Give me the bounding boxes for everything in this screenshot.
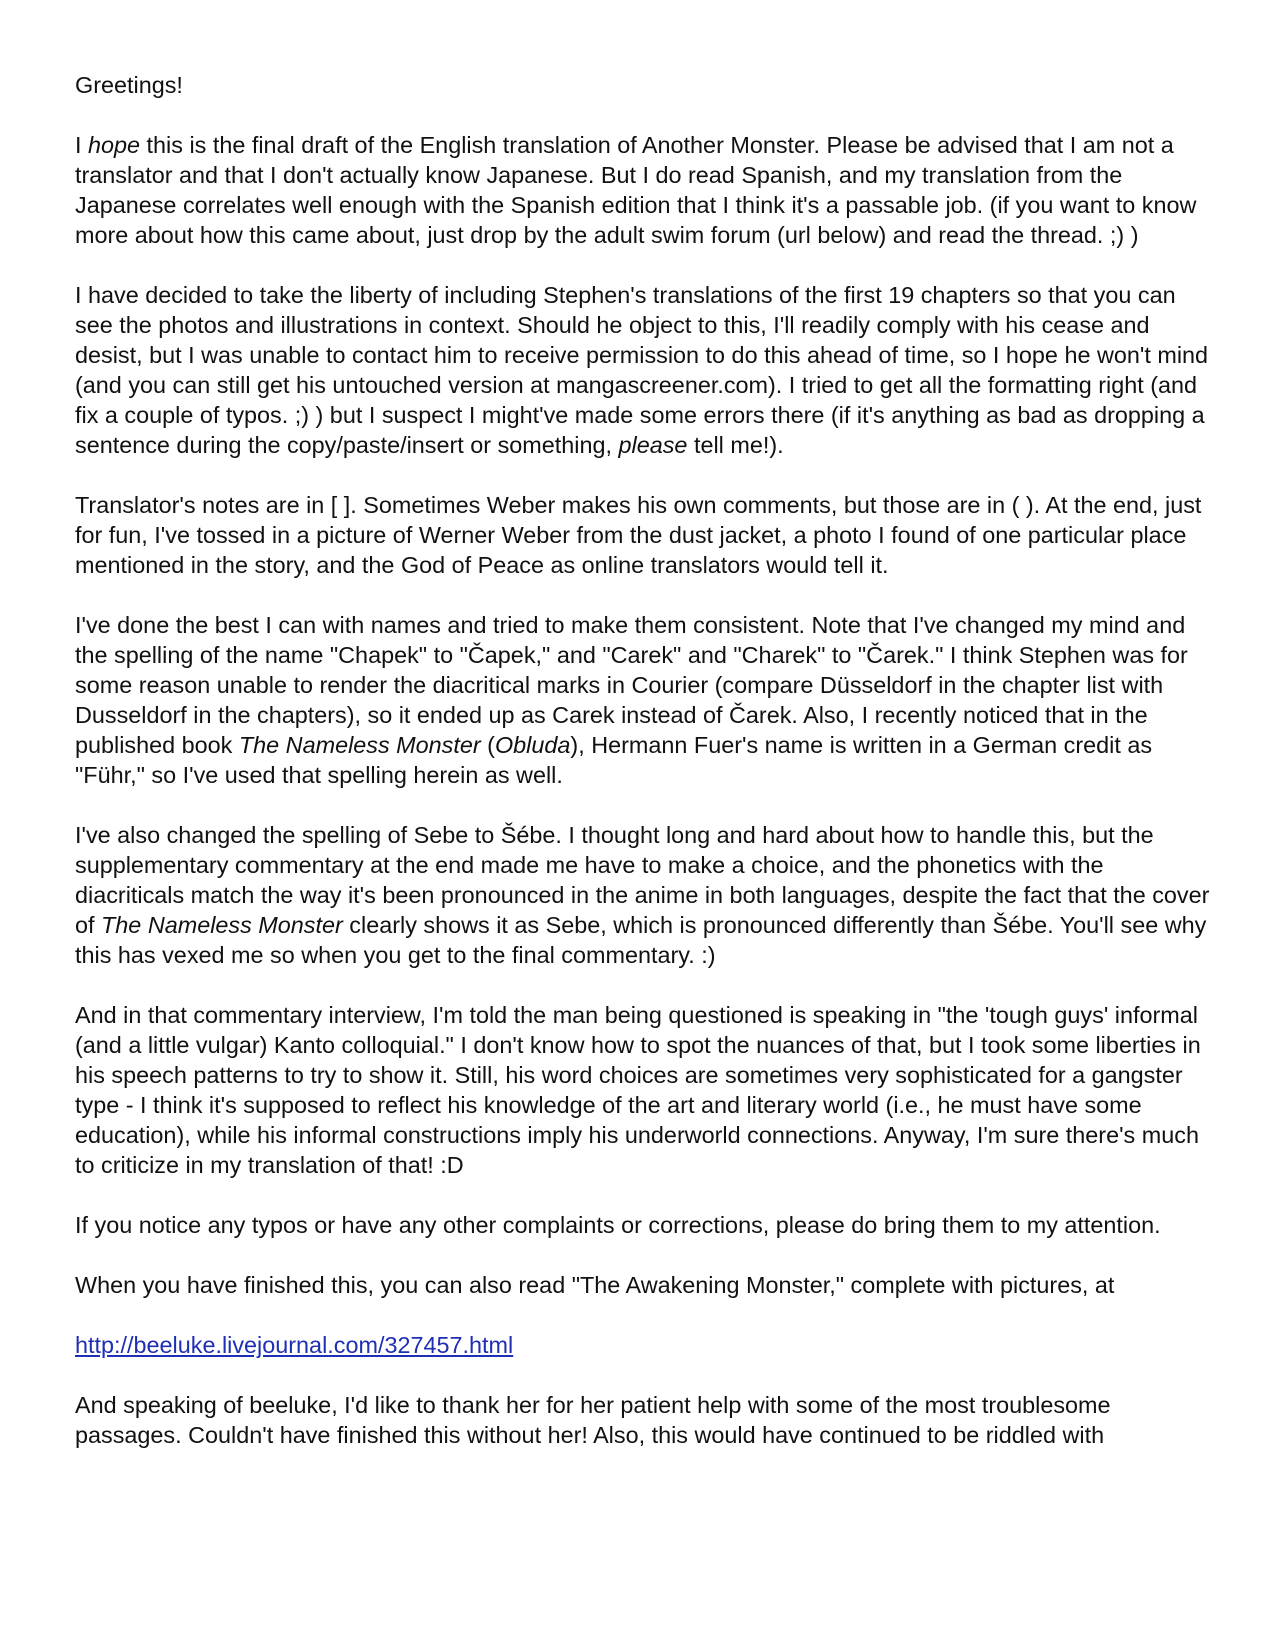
paragraph-sebe-text-b: clearly shows it as Sebe, which is pronounced differently than Šébe. You'll see why this has vexed me so when you get to the final commentary. :)	[75, 912, 1207, 968]
paragraph-intro	[75, 130, 1215, 250]
paragraph-awakening: When you have finished this, you can also read "The Awakening Monster," complete with pictures, at	[75, 1272, 1115, 1298]
paragraph-sebe-text-a: I've also changed the spelling of Sebe to Šébe. I thought long and hard about how to handle this, but the supplementary commentary at the end made me have to make a choice, and the phonetics with the diacriticals match the way it's been pronounced in the anime in both languages, despite the fact that the cover of	[75, 822, 1210, 938]
book-title: The Nameless Monster	[101, 912, 343, 938]
letter-page	[75, 70, 1215, 1450]
awakening-monster-link[interactable]: http://beeluke.livejournal.com/327457.html	[75, 1332, 514, 1358]
book-title: The Nameless Monster	[238, 732, 481, 758]
paragraph-intro-text-b: this is the final draft of the English translation of Another Monster. Please be advised that I am not a translator and that I don't actually know Japanese. But I do read Spanish, and my translation from the Japanese correlates well enough with the Spanish edition that I think it's a passable job. (if you want to know more about how this came about, just drop by the adult swim forum (url below) and read the thread. ;) )	[75, 132, 1197, 248]
paragraph-names-text-b: (	[480, 732, 495, 758]
paragraph-names-text-c: ),	[570, 732, 585, 758]
paragraph-commentary: And in that commentary interview, I'm told the man being questioned is speaking in "the 'tough guys' informal (and a little vulgar) Kanto colloquial." I don't know how to spot the nuances of that, but I took some liberties in his speech patterns to try to show it. Still, his word choices are sometimes very sophisticated for a gangster type - I think it's supposed to reflect his knowledge of the art and literary world (i.e., he must have some education), while his informal constructions imply his underworld connections. Anyway, I'm sure there's much to criticize in my translation of that! :D	[75, 1002, 1201, 1178]
paragraph-names	[75, 610, 1215, 790]
emphasis-hope: hope	[88, 132, 141, 158]
paragraph-stephen-text-a: I have decided to take the liberty of including Stephen's translations of the first 19 chapters so that you can see the photos and illustrations in context. Should he object to this, I'll readily comply with his cease and desist, but I was unable to contact him to receive permission to do this ahead of time, so I hope he won't mind (and you can still get his untouched version at mangascreener.com). I tried to get all the formatting right (and fix a couple of typos. ;) ) but I suspect I might've made some errors there (if it's anything as bad as dropping a sentence during the copy/paste/insert or something,	[75, 282, 1209, 458]
paragraph-thanks: And speaking of beeluke, I'd like to thank her for her patient help with some of the most troublesome passages. Couldn't have finished this without her! Also, this would have continued to be riddled with	[75, 1392, 1111, 1448]
paragraph-names-text-d: Hermann Fuer's name is written in a German credit as "Führ," so I've used that spelling herein as well.	[75, 732, 1153, 788]
paragraph-stephen-text-b: tell me!).	[687, 432, 784, 458]
greeting: Greetings!	[75, 72, 183, 98]
paragraph-stephen	[75, 280, 1215, 460]
paragraph-sebe	[75, 820, 1215, 970]
link-paragraph	[75, 1330, 1215, 1360]
paragraph-notes: Translator's notes are in [ ]. Sometimes Weber makes his own comments, but those are in ( ). At the end, just for fun, I've tossed in a picture of Werner Weber from the dust jacket, a photo I found of one particular place mentioned in the story, and the God of Peace as online translators would tell it.	[75, 492, 1202, 578]
book-title-original: Obluda	[494, 732, 571, 758]
paragraph-intro-text-a: I	[75, 132, 88, 158]
emphasis-please: please	[618, 432, 688, 458]
paragraph-names-text-a: I've done the best I can with names and tried to make them consistent. Note that I've changed my mind and the spelling of the name "Chapek" to "Čapek," and "Carek" and "Charek" to "Čarek." I think Stephen was for some reason unable to render the diacritical marks in Courier (compare Düsseldorf in the chapter list with Dusseldorf in the chapters), so it ended up as Carek instead of Čarek. Also, I recently noticed that in the published book	[75, 612, 1188, 758]
paragraph-typos: If you notice any typos or have any other complaints or corrections, please do bring them to my attention.	[75, 1212, 1161, 1238]
